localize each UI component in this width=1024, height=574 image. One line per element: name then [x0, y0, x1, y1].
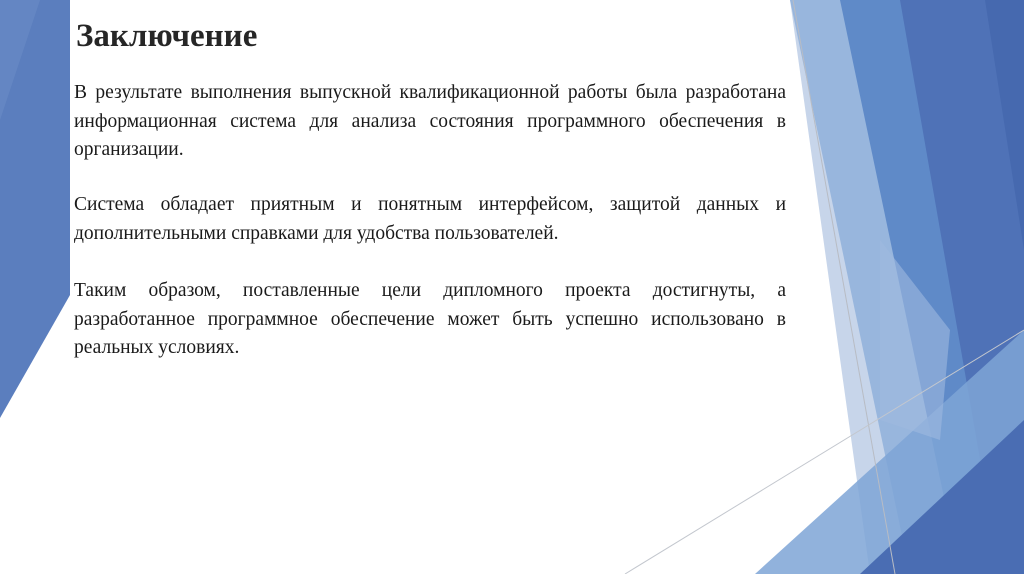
page-title: Заключение — [76, 18, 258, 54]
paragraph-conclusion: Таким образом, поставленные цели дипломного проекта достигнуты, а разработанное программное обеспечение может быть успешно использовано в реальных условиях. — [74, 280, 786, 358]
paragraph-system-features: Система обладает приятным и понятным интерфейсом, защитой данных и дополнительными справками для удобства пользователей. — [74, 194, 786, 244]
paragraph-result: В результате выполнения выпускной квалификационной работы была разработана информационная система для анализа состояния программного обеспечения в организации. — [74, 82, 786, 160]
